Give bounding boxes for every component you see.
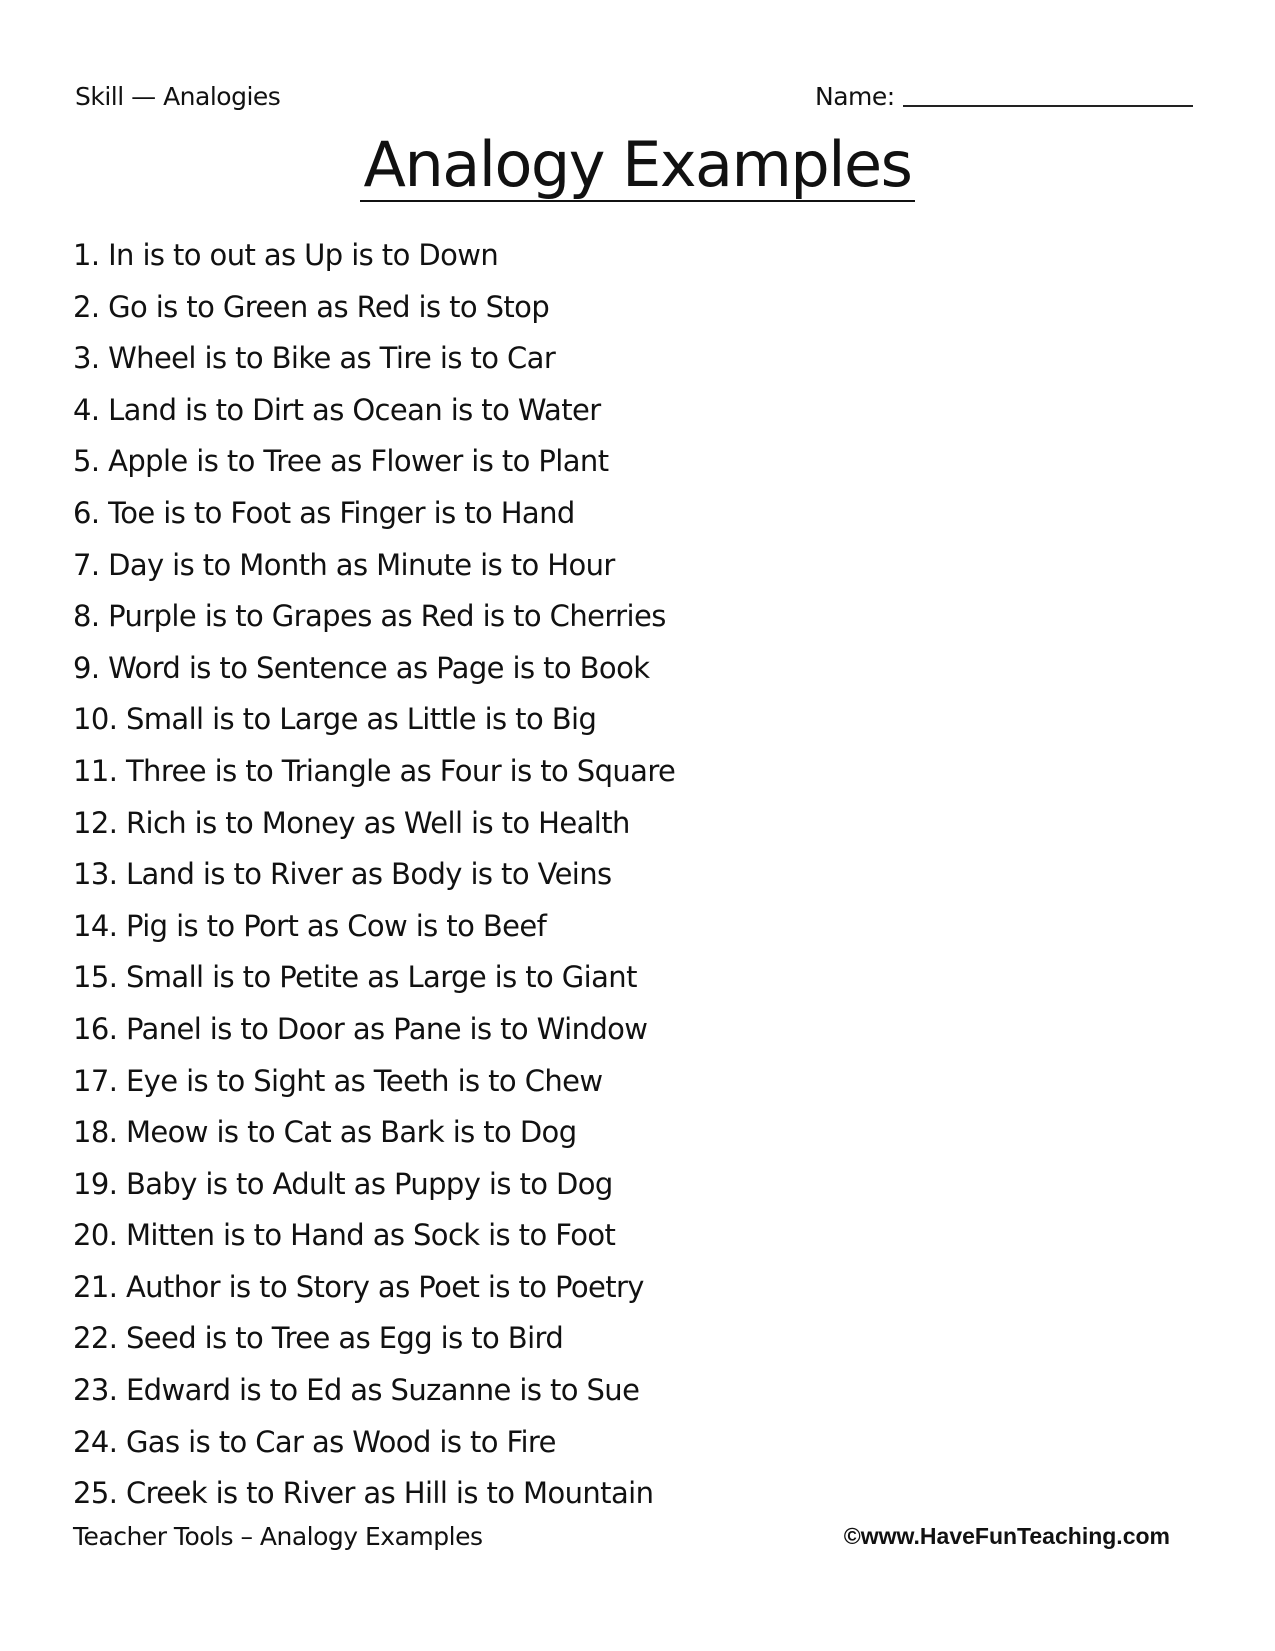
list-item: 4. Land is to Dirt as Ocean is to Water <box>73 392 601 427</box>
list-item: 22. Seed is to Tree as Egg is to Bird <box>73 1321 564 1356</box>
name-blank-line <box>903 83 1193 107</box>
list-item: 25. Creek is to River as Hill is to Mountain <box>73 1476 654 1511</box>
list-item: 18. Meow is to Cat as Bark is to Dog <box>73 1115 577 1150</box>
list-item: 9. Word is to Sentence as Page is to Book <box>73 650 650 685</box>
list-item: 15. Small is to Petite as Large is to Giant <box>73 960 637 995</box>
list-item: 7. Day is to Month as Minute is to Hour <box>73 547 615 582</box>
list-item: 17. Eye is to Sight as Teeth is to Chew <box>73 1063 603 1098</box>
footer-caption: Teacher Tools – Analogy Examples <box>73 1522 483 1551</box>
list-item: 19. Baby is to Adult as Puppy is to Dog <box>73 1166 613 1201</box>
list-item: 11. Three is to Triangle as Four is to Square <box>73 753 676 788</box>
name-label: Name: <box>815 82 895 111</box>
list-item: 20. Mitten is to Hand as Sock is to Foot <box>73 1218 616 1253</box>
footer-copyright: ©www.HaveFunTeaching.com <box>843 1523 1170 1549</box>
list-item: 24. Gas is to Car as Wood is to Fire <box>73 1424 556 1459</box>
list-item: 8. Purple is to Grapes as Red is to Cherries <box>73 599 666 634</box>
skill-label: Skill — Analogies <box>75 82 281 111</box>
list-item: 6. Toe is to Foot as Finger is to Hand <box>73 495 575 530</box>
list-item: 5. Apple is to Tree as Flower is to Plant <box>73 444 609 479</box>
page-title: Analogy Examples <box>360 134 916 202</box>
list-item: 14. Pig is to Port as Cow is to Beef <box>73 908 547 943</box>
list-item: 3. Wheel is to Bike as Tire is to Car <box>73 341 556 376</box>
list-item: 21. Author is to Story as Poet is to Poetry <box>73 1269 644 1304</box>
page-title-wrap <box>0 128 1275 202</box>
list-item: 16. Panel is to Door as Pane is to Window <box>73 1011 648 1046</box>
list-item: 1. In is to out as Up is to Down <box>73 238 499 272</box>
list-item: 10. Small is to Large as Little is to Big <box>73 702 597 737</box>
list-item: 12. Rich is to Money as Well is to Health <box>73 805 630 840</box>
list-item: 2. Go is to Green as Red is to Stop <box>73 289 550 324</box>
analogy-list <box>73 230 675 1520</box>
name-field <box>815 82 1193 111</box>
list-item: 23. Edward is to Ed as Suzanne is to Sue <box>73 1373 640 1408</box>
list-item: 13. Land is to River as Body is to Veins <box>73 857 612 892</box>
